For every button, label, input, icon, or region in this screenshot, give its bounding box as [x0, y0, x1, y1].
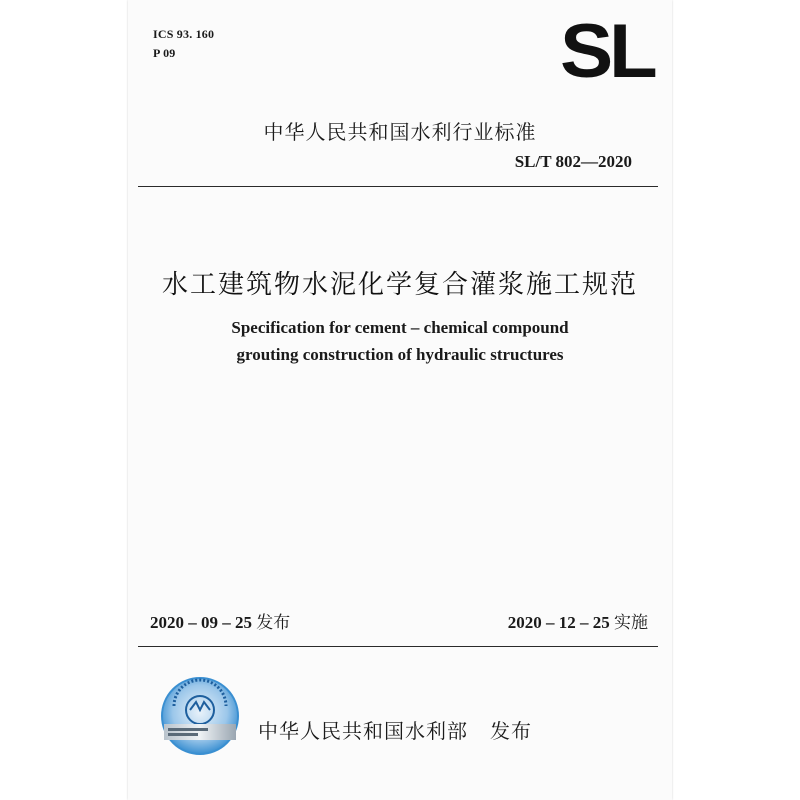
title-english-line2: grouting construction of hydraulic structures [236, 345, 564, 364]
bottom-divider [138, 646, 658, 647]
classification-code: P 09 [153, 46, 176, 60]
anti-counterfeit-seal-icon [160, 676, 240, 756]
seal-silver-band [164, 724, 236, 740]
publisher-line [258, 715, 532, 744]
issue-date-block [150, 608, 290, 633]
classification-block [153, 26, 214, 64]
seal-band-print [168, 728, 208, 731]
implementation-label: 实施 [614, 613, 648, 633]
title-english [0, 314, 800, 368]
issue-date: 2020 – 09 – 25 [150, 613, 252, 632]
standard-number: SL/T 802—2020 [514, 152, 632, 171]
seal-band-print-2 [168, 733, 198, 736]
publisher-name: 中华人民共和国水利部 [258, 719, 468, 743]
issue-label: 发布 [256, 613, 291, 633]
seal-outer-ring [162, 678, 238, 754]
title-english-line1: Specification for cement – chemical compound [231, 318, 569, 337]
sl-logo: SL [560, 9, 654, 94]
ics-code: ICS 93. 160 [153, 27, 215, 41]
publisher-action: 发布 [490, 719, 532, 743]
implementation-date: 2020 – 12 – 25 [507, 613, 610, 632]
industry-standard-heading: 中华人民共和国水利行业标准 [263, 120, 537, 144]
title-chinese: 水工建筑物水泥化学复合灌浆施工规范 [161, 270, 638, 300]
top-divider [138, 186, 658, 187]
implementation-date-block [508, 608, 648, 633]
